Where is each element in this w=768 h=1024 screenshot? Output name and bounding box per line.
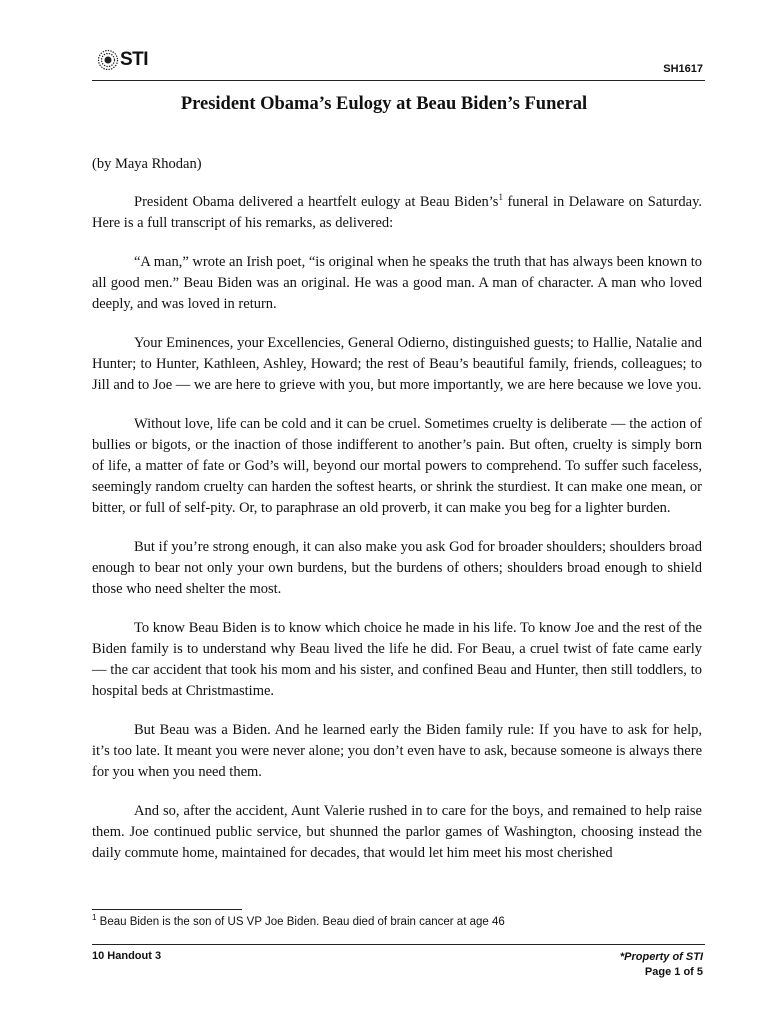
page-number: Page 1 of 5 [644,966,703,978]
intro-text-after: funeral in Delaware on Saturday. Here is a full transcript of his remarks, as delivered: [92,194,702,231]
paragraph: To know Beau Biden is to know which choice he made in his life. To know Joe and the rest of the Biden family is to understand why Beau lived the life he did. For Beau, a cruel twist of fate came early — the car accident that took his mom and his sister, and confined Beau and Hunter, then still toddlers, to hospital beds at Christmastime. [92,620,702,699]
footnote-reference: 1 [498,192,503,203]
intro-text-before: President Obama delivered a heartfelt eulogy at Beau Biden’s [134,194,499,210]
paragraph: Without love, life can be cold and it can be cruel. Sometimes cruelty is deliberate — the action of bullies or bigots, or the inaction of those indifferent to another’s pain. But often, cruelty is simply born of life, a matter of fate or God’s will, beyond our mortal powers to comprehend. To suffer such faceless, seemingly random cruelty can harden the softest hearts, or shrink the sturdiest. It can make one mean, or bitter, or full of self-pity. Or, to paraphrase an old proverb, it can make you beg for a lighter burden. [92,416,702,516]
paragraph: But Beau was a Biden. And he learned early the Biden family rule: If you have to ask for help, it’s too late. It meant you were never alone; you don’t even have to ask, because someone is always there for you when you need them. [92,722,702,780]
logo-text: STI [120,49,149,70]
property-notice: *Property of STI [619,951,703,963]
footnote-number: 1 [92,913,97,923]
globe-icon [97,49,119,71]
footer-right [620,950,703,980]
handout-label: 10 Handout 3 [92,950,162,962]
footnote [92,913,505,928]
footnote-divider [92,909,242,910]
footnote-text: Beau Biden is the son of US VP Joe Biden. Beau died of brain cancer at age 46 [96,916,505,928]
page-title: President Obama’s Eulogy at Beau Biden’s Funeral [180,94,588,114]
paragraph: Your Eminences, your Excellencies, General Odierno, distinguished guests; to Hallie, Natalie and Hunter; to Hunter, Kathleen, Ashley, Howard; the rest of Beau’s beautiful family, friends, colleagues; to Jill and to Joe — we are here to grieve with you, but more importantly, we are here because we love you. [92,335,702,393]
byline: (by Maya Rhodan) [92,156,202,172]
paragraph: And so, after the accident, Aunt Valerie rushed in to care for the boys, and remained to help raise them. Joe continued public service, but shunned the parlor games of Washington, choosing instead the daily commute home, maintained for decades, that would let him meet his most cherished [92,803,702,861]
intro-paragraph [92,192,702,234]
paragraph: “A man,” wrote an Irish poet, “is original when he speaks the truth that has always been known to all good men.” Beau Biden was an original. He was a good man. A man of character. A man who loved deeply, and was loved in return. [92,254,702,312]
paragraph: But if you’re strong enough, it can also make you ask God for broader shoulders; shoulders broad enough to bear not only your own burdens, but the burdens of others; shoulders broad enough to shield those who need shelter the most. [92,539,702,597]
footer-divider [92,944,705,945]
document-code: SH1617 [663,63,703,75]
header-divider [92,80,705,81]
sti-logo [97,49,148,71]
article-body [92,192,702,882]
